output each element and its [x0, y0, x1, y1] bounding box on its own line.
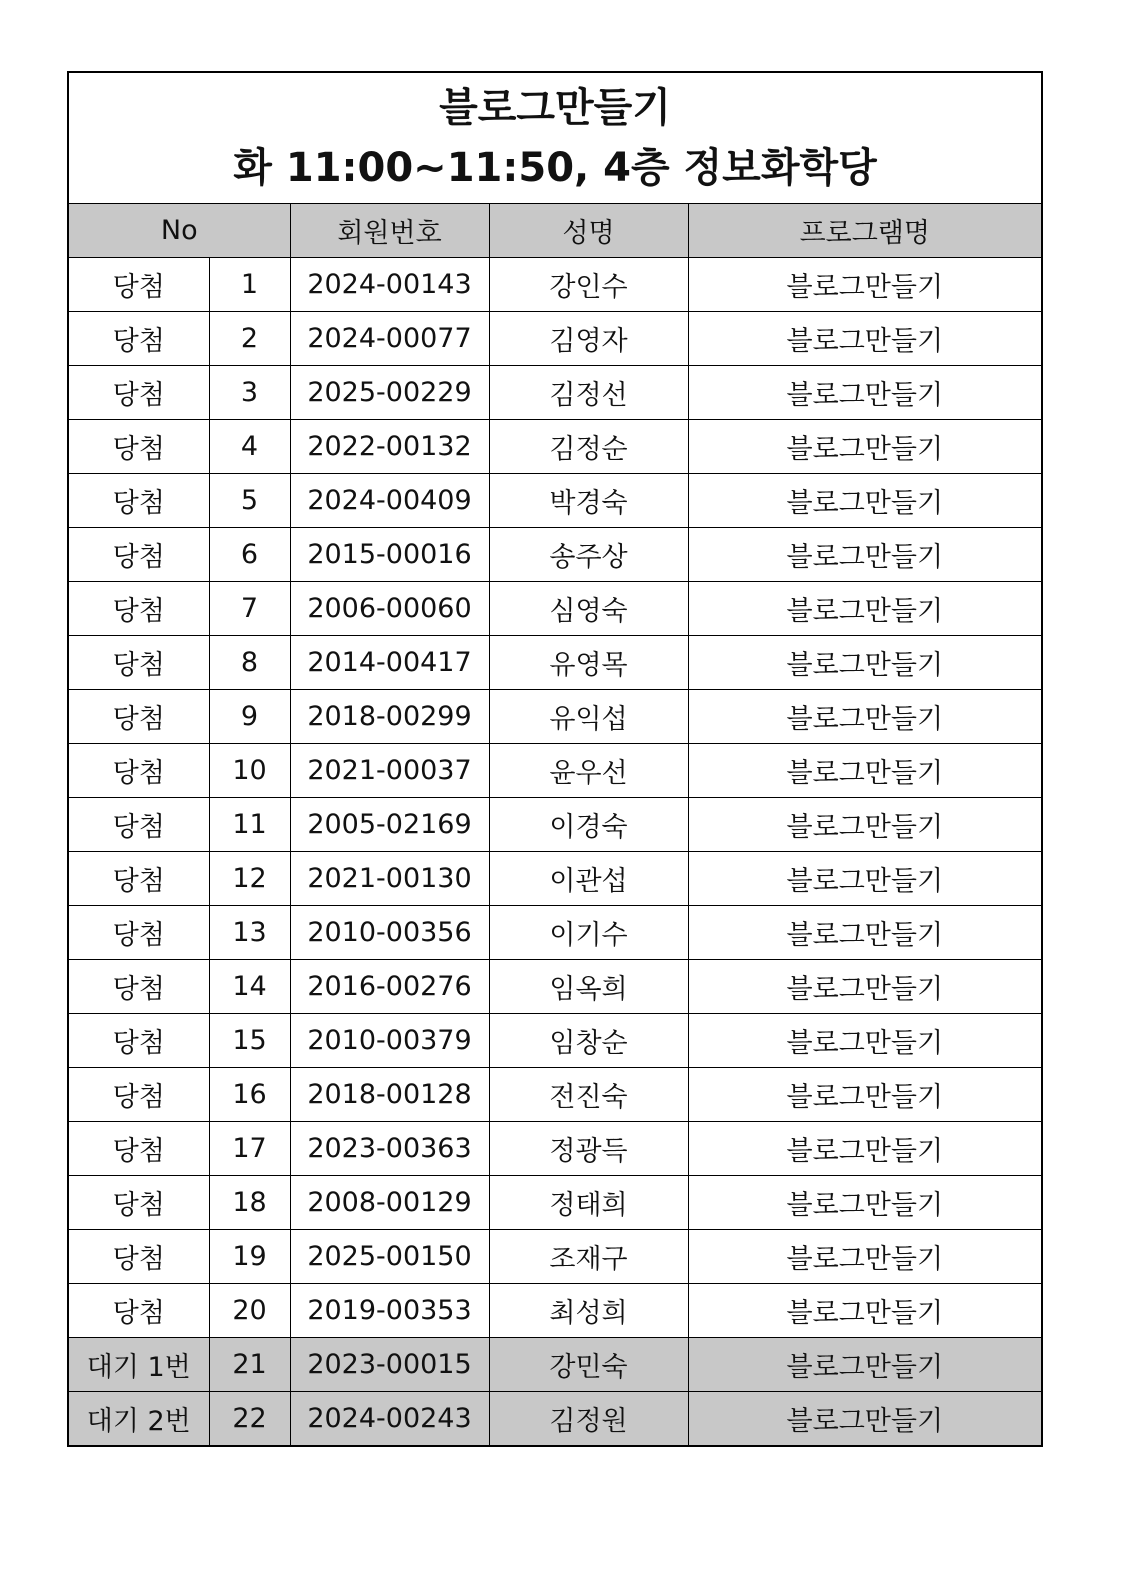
number-cell: 4: [209, 420, 290, 474]
status-cell: 대기 1번: [68, 1338, 209, 1392]
number-cell: 14: [209, 960, 290, 1014]
header-name: 성명: [489, 204, 688, 258]
program-cell: 블로그만들기: [688, 960, 1042, 1014]
member-id-cell: 2006-00060: [290, 582, 489, 636]
table-body: [68, 258, 1042, 1447]
program-cell: 블로그만들기: [688, 1014, 1042, 1068]
member-id-cell: 2024-00243: [290, 1392, 489, 1447]
name-cell: 이관섭: [489, 852, 688, 906]
number-cell: 18: [209, 1176, 290, 1230]
status-cell: 당첨: [68, 1122, 209, 1176]
table-row: [68, 744, 1042, 798]
status-cell: 당첨: [68, 690, 209, 744]
number-cell: 17: [209, 1122, 290, 1176]
name-cell: 정태희: [489, 1176, 688, 1230]
member-id-cell: 2023-00015: [290, 1338, 489, 1392]
status-cell: 당첨: [68, 636, 209, 690]
number-cell: 1: [209, 258, 290, 312]
program-cell: 블로그만들기: [688, 1068, 1042, 1122]
member-id-cell: 2018-00128: [290, 1068, 489, 1122]
name-cell: 이경숙: [489, 798, 688, 852]
program-cell: 블로그만들기: [688, 798, 1042, 852]
name-cell: 김영자: [489, 312, 688, 366]
number-cell: 8: [209, 636, 290, 690]
status-cell: 당첨: [68, 1176, 209, 1230]
name-cell: 송주상: [489, 528, 688, 582]
status-cell: 당첨: [68, 798, 209, 852]
title-schedule: 화 11:00~11:50, 4층 정보화학당: [233, 145, 877, 191]
name-cell: 이기수: [489, 906, 688, 960]
program-cell: 블로그만들기: [688, 636, 1042, 690]
table-row: [68, 906, 1042, 960]
status-cell: 당첨: [68, 1284, 209, 1338]
status-cell: 당첨: [68, 1230, 209, 1284]
member-id-cell: 2019-00353: [290, 1284, 489, 1338]
program-cell: 블로그만들기: [688, 258, 1042, 312]
table-row: [68, 366, 1042, 420]
table-row: [68, 1014, 1042, 1068]
status-cell: 당첨: [68, 258, 209, 312]
name-cell: 유영목: [489, 636, 688, 690]
member-id-cell: 2021-00037: [290, 744, 489, 798]
number-cell: 10: [209, 744, 290, 798]
table-row: [68, 582, 1042, 636]
program-cell: 블로그만들기: [688, 1338, 1042, 1392]
document-title: [68, 72, 1042, 204]
number-cell: 15: [209, 1014, 290, 1068]
status-cell: 당첨: [68, 582, 209, 636]
status-cell: 당첨: [68, 960, 209, 1014]
member-id-cell: 2018-00299: [290, 690, 489, 744]
table-row: [68, 474, 1042, 528]
table-row: [68, 690, 1042, 744]
member-id-cell: 2022-00132: [290, 420, 489, 474]
status-cell: 당첨: [68, 528, 209, 582]
program-cell: 블로그만들기: [688, 1392, 1042, 1447]
title-program: 블로그만들기: [439, 85, 671, 131]
program-cell: 블로그만들기: [688, 690, 1042, 744]
member-id-cell: 2010-00379: [290, 1014, 489, 1068]
member-id-cell: 2008-00129: [290, 1176, 489, 1230]
name-cell: 전진숙: [489, 1068, 688, 1122]
number-cell: 3: [209, 366, 290, 420]
member-id-cell: 2014-00417: [290, 636, 489, 690]
member-id-cell: 2024-00077: [290, 312, 489, 366]
number-cell: 9: [209, 690, 290, 744]
number-cell: 2: [209, 312, 290, 366]
program-cell: 블로그만들기: [688, 906, 1042, 960]
name-cell: 임옥희: [489, 960, 688, 1014]
program-cell: 블로그만들기: [688, 852, 1042, 906]
table-row: [68, 852, 1042, 906]
program-cell: 블로그만들기: [688, 1230, 1042, 1284]
table-row: [68, 960, 1042, 1014]
program-cell: 블로그만들기: [688, 420, 1042, 474]
number-cell: 22: [209, 1392, 290, 1447]
status-cell: 당첨: [68, 744, 209, 798]
number-cell: 6: [209, 528, 290, 582]
number-cell: 20: [209, 1284, 290, 1338]
name-cell: 박경숙: [489, 474, 688, 528]
status-cell: 당첨: [68, 366, 209, 420]
header-member-id: 회원번호: [290, 204, 489, 258]
number-cell: 13: [209, 906, 290, 960]
name-cell: 심영숙: [489, 582, 688, 636]
name-cell: 정광득: [489, 1122, 688, 1176]
number-cell: 5: [209, 474, 290, 528]
name-cell: 조재구: [489, 1230, 688, 1284]
number-cell: 12: [209, 852, 290, 906]
name-cell: 임창순: [489, 1014, 688, 1068]
program-cell: 블로그만들기: [688, 1122, 1042, 1176]
table-row: [68, 1230, 1042, 1284]
table-row: [68, 1176, 1042, 1230]
table-row: [68, 528, 1042, 582]
table-row: [68, 1122, 1042, 1176]
name-cell: 김정순: [489, 420, 688, 474]
status-cell: 당첨: [68, 420, 209, 474]
table-row: [68, 798, 1042, 852]
title-row: [68, 72, 1042, 204]
roster-table: [67, 71, 1043, 1447]
number-cell: 21: [209, 1338, 290, 1392]
table-row: [68, 420, 1042, 474]
number-cell: 11: [209, 798, 290, 852]
name-cell: 윤우선: [489, 744, 688, 798]
name-cell: 강인수: [489, 258, 688, 312]
name-cell: 김정선: [489, 366, 688, 420]
table-row: [68, 312, 1042, 366]
name-cell: 유익섭: [489, 690, 688, 744]
table-row: [68, 258, 1042, 312]
member-id-cell: 2010-00356: [290, 906, 489, 960]
header-no: No: [68, 204, 290, 258]
status-cell: 당첨: [68, 1068, 209, 1122]
table-row: [68, 1338, 1042, 1392]
member-id-cell: 2024-00143: [290, 258, 489, 312]
status-cell: 당첨: [68, 1014, 209, 1068]
member-id-cell: 2021-00130: [290, 852, 489, 906]
status-cell: 당첨: [68, 906, 209, 960]
member-id-cell: 2025-00150: [290, 1230, 489, 1284]
program-cell: 블로그만들기: [688, 582, 1042, 636]
table-row: [68, 636, 1042, 690]
program-cell: 블로그만들기: [688, 1284, 1042, 1338]
member-id-cell: 2016-00276: [290, 960, 489, 1014]
number-cell: 19: [209, 1230, 290, 1284]
status-cell: 당첨: [68, 852, 209, 906]
header-row: [68, 204, 1042, 258]
program-cell: 블로그만들기: [688, 474, 1042, 528]
program-cell: 블로그만들기: [688, 312, 1042, 366]
program-cell: 블로그만들기: [688, 528, 1042, 582]
name-cell: 강민숙: [489, 1338, 688, 1392]
status-cell: 당첨: [68, 474, 209, 528]
name-cell: 최성희: [489, 1284, 688, 1338]
member-id-cell: 2025-00229: [290, 366, 489, 420]
member-id-cell: 2005-02169: [290, 798, 489, 852]
program-cell: 블로그만들기: [688, 744, 1042, 798]
number-cell: 7: [209, 582, 290, 636]
name-cell: 김정원: [489, 1392, 688, 1447]
number-cell: 16: [209, 1068, 290, 1122]
status-cell: 대기 2번: [68, 1392, 209, 1447]
table-row: [68, 1068, 1042, 1122]
table-row: [68, 1284, 1042, 1338]
program-cell: 블로그만들기: [688, 1176, 1042, 1230]
header-program: 프로그램명: [688, 204, 1042, 258]
table-row: [68, 1392, 1042, 1447]
member-id-cell: 2023-00363: [290, 1122, 489, 1176]
member-id-cell: 2015-00016: [290, 528, 489, 582]
member-id-cell: 2024-00409: [290, 474, 489, 528]
status-cell: 당첨: [68, 312, 209, 366]
program-cell: 블로그만들기: [688, 366, 1042, 420]
